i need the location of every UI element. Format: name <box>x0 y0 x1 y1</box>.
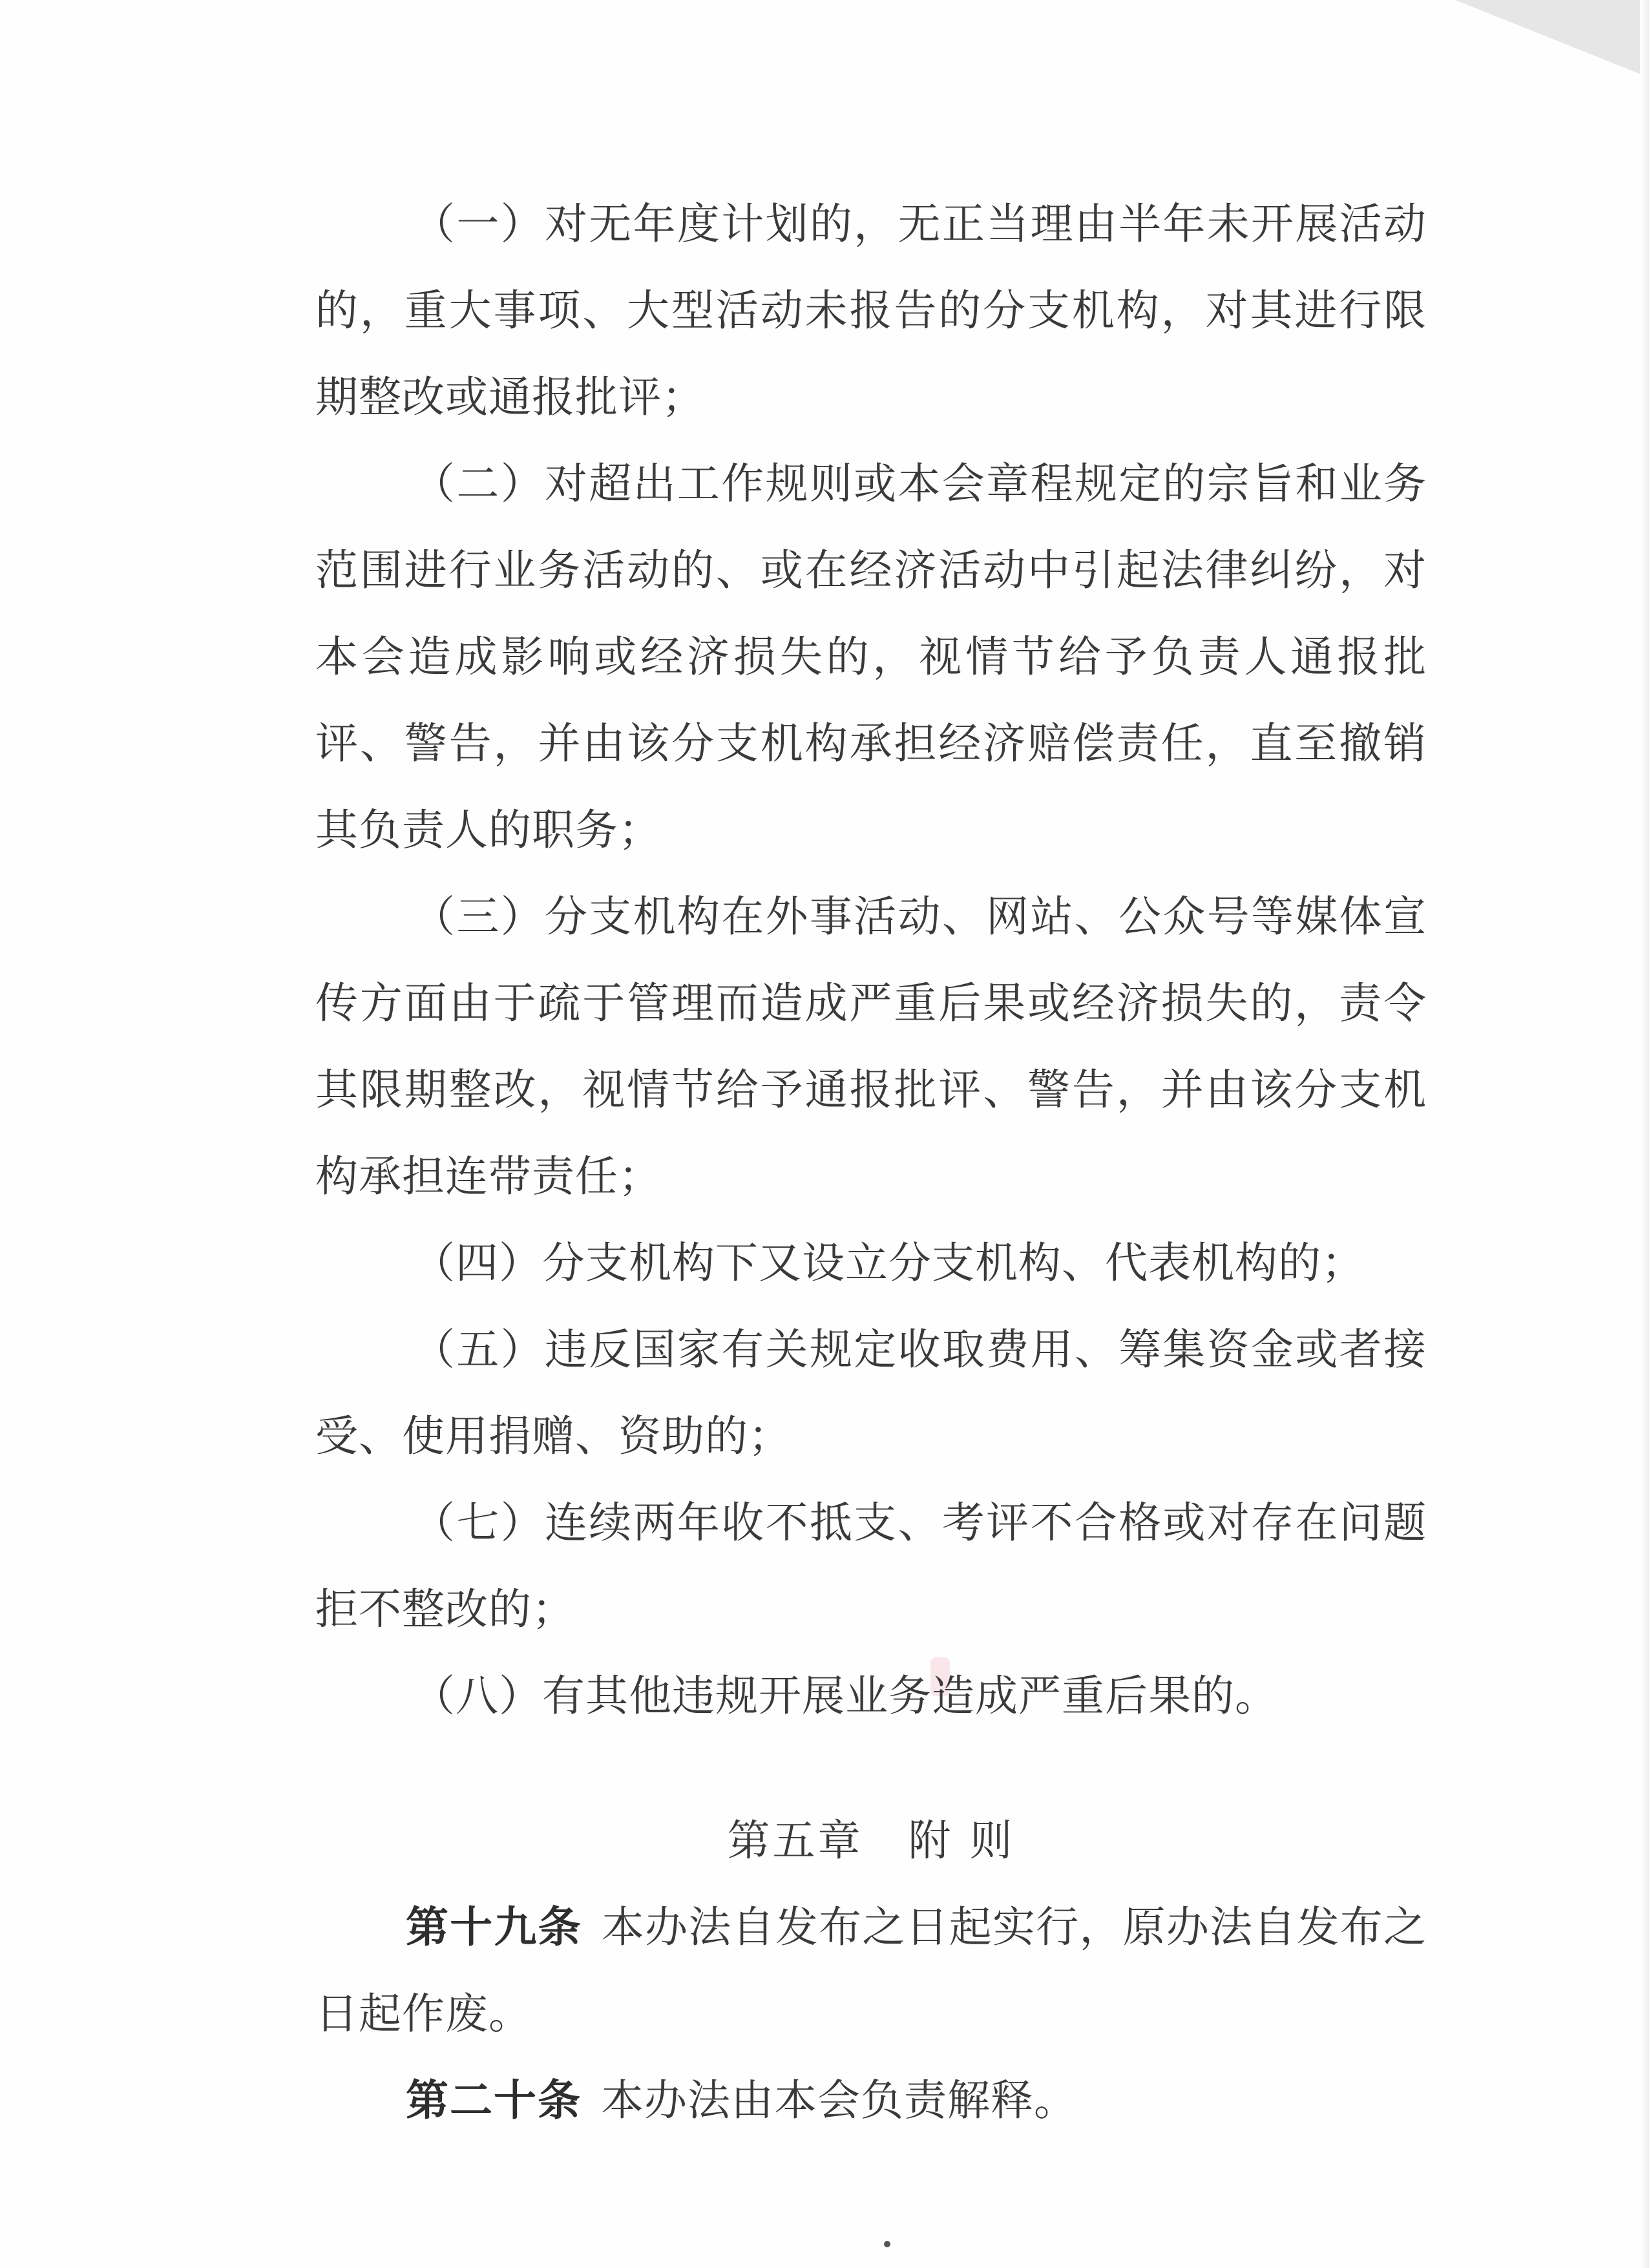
article-text: 本办法由本会负责解释。 <box>601 2075 1077 2125</box>
article-number: 第二十条 <box>406 2075 582 2125</box>
article-number: 第十九条 <box>406 1902 582 1952</box>
article-19 <box>315 1884 1427 2057</box>
article-20 <box>315 2057 1427 2144</box>
chapter-title: 第五章 附 则 <box>727 1816 1015 1865</box>
document-body <box>315 181 1427 2144</box>
clause-item-3: （三）分支机构在外事活动、网站、公众号等媒体宣传方面由于疏于管理而造成严重后果或经济损失的，责令其限期整改，视情节给予通报批评、警告，并由该分支机构承担连带责任； <box>315 892 1427 1201</box>
scan-edge-shadow <box>1640 0 1649 2268</box>
page-dot-mark <box>884 2241 890 2247</box>
article-text: 本办法自发布之日起实行，原办法自发布之日起作废。 <box>315 1902 1427 2039</box>
clause-item-2: （二）对超出工作规则或本会章程规定的宗旨和业务范围进行业务活动的、或在经济活动中引起法律纠纷，对本会造成影响或经济损失的，视情节给予负责人通报批评、警告，并由该分支机构承担经济赔偿责任，直至撤销其负责人的职务； <box>315 459 1427 855</box>
clause-item-1: （一）对无年度计划的，无正当理由半年未开展活动的，重大事项、大型活动未报告的分支机构，对其进行限期整改或通报批评； <box>315 199 1427 422</box>
clause-item-8: （八）有其他违规开展业务造成严重后果的。 <box>412 1671 1278 1721</box>
clause-item-4: （四）分支机构下又设立分支机构、代表机构的； <box>412 1238 1365 1288</box>
clause-item-5: （五）违反国家有关规定收取费用、筹集资金或者接受、使用捐赠、资助的； <box>315 1325 1427 1461</box>
clause-item-7: （七）连续两年收不抵支、考评不合格或对存在问题拒不整改的； <box>315 1498 1427 1634</box>
page-corner-fold <box>1455 0 1649 78</box>
